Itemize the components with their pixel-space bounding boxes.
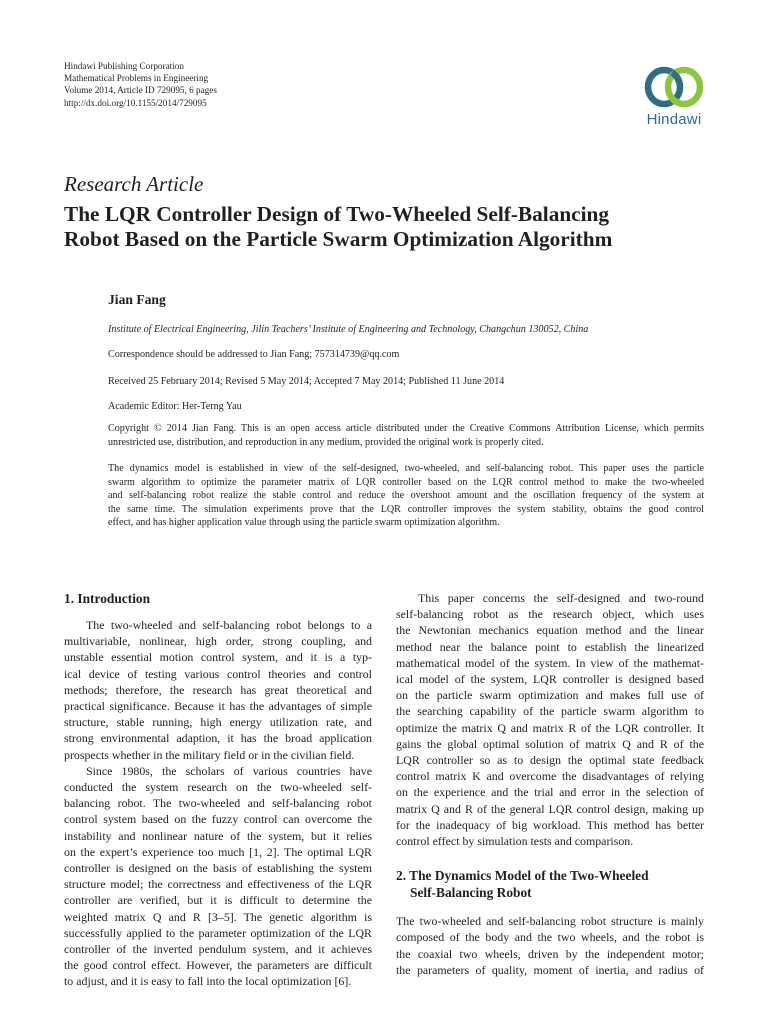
text-line: multivariable, nonlinear, high order, strong coupling, and	[64, 634, 372, 649]
abstract-line: the same time. The simulation experiments prove that the LQR controller improves the system stability, obtains the good control	[108, 503, 704, 515]
received-dates: Received 25 February 2014; Revised 5 May 2014; Accepted 7 May 2014; Published 11 June 2014	[108, 376, 505, 387]
text-line: the parameters of quality, moment of inertia, and radius of	[396, 962, 704, 977]
text-line: on the expert’s experience too much [1, 2]. The optimal LQR	[64, 844, 372, 859]
abstract-line: swarm algorithm to optimize the parameter matrix of LQR controller based on the LQR control method to make the two-wheeled	[108, 476, 704, 488]
abstract	[108, 462, 704, 530]
hindawi-logo	[634, 64, 714, 132]
right-column	[396, 590, 704, 978]
left-column	[64, 590, 372, 990]
text-line: ical device of testing various control theories and control	[64, 666, 372, 681]
intro-paragraph-3	[396, 590, 704, 849]
text-line: structure, stable running, high energy utilization rate, and	[64, 715, 372, 730]
paper-title	[64, 202, 724, 252]
doi-link[interactable]: http://dx.doi.org/10.1155/2014/729095	[64, 97, 207, 108]
text-line: to adjust, and it is easy to fall into the local optimization [6].	[64, 974, 352, 989]
text-line: unstable essential motion control system, and it is a typ-	[64, 650, 372, 665]
publisher-line: Hindawi Publishing Corporation	[64, 61, 184, 71]
text-line: mathematical model of the system. In view of the mathemat-	[396, 655, 704, 670]
text-line: This paper concerns the self-designed and two-round	[418, 591, 704, 605]
affiliation: Institute of Electrical Engineering, Jilin Teachers’ Institute of Engineering and Technology, Changchun 130052, China	[108, 324, 589, 335]
text-line: successfully applied to the parameter optimization of the LQR	[64, 925, 372, 940]
heading-line-1: 2. The Dynamics Model of the Two-Wheeled	[396, 868, 649, 884]
text-line: the searching capability of the particle swarm algorithm to	[396, 704, 704, 719]
text-line: The two-wheeled and self-balancing robot structure is mainly	[396, 914, 704, 929]
journal-name: Mathematical Problems in Engineering	[64, 73, 209, 84]
text-line: the good control effect. However, the parameters are difficult	[64, 958, 372, 973]
text-line: control system based on the fuzzy control can overcome the	[64, 812, 372, 827]
text-line: conducted the system research on the two-wheeled self-	[64, 780, 372, 795]
text-line: matrix Q and R of the general LQR control design, making up	[396, 801, 704, 816]
author-name: Jian Fang	[108, 292, 166, 307]
abstract-line: effect, and has higher application value through using the particle swarm optimization algorithm.	[108, 517, 500, 529]
dynamics-paragraph	[396, 913, 704, 978]
text-line: weighted matrix Q and R [3–5]. The genetic algorithm is	[64, 909, 372, 924]
correspondence: Correspondence should be addressed to Jian Fang; 757314739@qq.com	[108, 349, 400, 360]
hindawi-rings-icon	[642, 64, 706, 110]
text-line: on the experience and the trial and error in the selection of	[396, 785, 704, 800]
text-line: control matrix K and overcome the disadvantages of relying	[396, 769, 704, 784]
text-line: ical model of the system, LQR controller is designed based	[396, 672, 704, 687]
title-line-1: The LQR Controller Design of Two-Wheeled Self-Balancing	[64, 202, 610, 226]
section-heading-dynamics-model	[396, 867, 704, 901]
volume-line: Volume 2014, Article ID 729095, 6 pages	[64, 85, 217, 96]
text-line: composed of the body and the two wheels, and the robot is	[396, 930, 704, 945]
text-line: methods; therefore, the research has great theoretical and	[64, 682, 372, 697]
intro-paragraph-1	[64, 617, 372, 763]
abstract-line: and self-balancing robot realize the stable control and reduce the overshoot amount and the oscillation frequency of the system at	[108, 490, 704, 502]
text-line: self-balancing robot as the research object, which uses	[396, 607, 704, 622]
text-line: controller are verified, but it is difficult to determine the	[64, 893, 372, 908]
abstract-line: The dynamics model is established in view of the self-designed, two-wheeled, and self-balancing robot. This paper uses the particle	[108, 463, 704, 474]
text-line: control effect by simulation tests and comparison.	[396, 834, 634, 849]
intro-paragraph-2	[64, 763, 372, 990]
text-line: LQR controller so as to design the optimal state feedback	[396, 753, 704, 768]
heading-line-2: Self-Balancing Robot	[410, 885, 532, 901]
section-heading-introduction: 1. Introduction	[64, 591, 151, 606]
text-line: practical significance. Because it has the advantages of simple	[64, 699, 372, 714]
text-line: the coaxial two wheels, driven by the independent motor;	[396, 946, 704, 961]
text-line: method near the balance point to establish the linearized	[396, 639, 704, 654]
text-line: prospects whether in the military field or in the civilian field.	[64, 747, 355, 762]
text-line: structure model; the correctness and effectiveness of the LQR	[64, 877, 372, 892]
text-line: the Newtonian mechanics equation method and the linear	[396, 623, 704, 638]
text-line: Since 1980s, the scholars of various countries have	[86, 763, 372, 778]
text-line: controller is designed on the basis of establishing the system	[64, 861, 372, 876]
text-line: controller of the inverted pendulum system, and it achieves	[64, 942, 372, 957]
article-type: Research Article	[64, 172, 204, 196]
logo-wordmark: Hindawi	[646, 111, 702, 128]
text-line: for the inadequacy of big workload. This method has better	[396, 817, 704, 832]
text-line: instability and nonlinear nature of the system, but it relies	[64, 828, 372, 843]
text-line: on the particle swarm optimization and makes full use of	[396, 688, 704, 703]
text-line: gains the global optimal solution of matrix Q and R of the	[396, 736, 704, 751]
title-line-2: Robot Based on the Particle Swarm Optimization Algorithm	[64, 227, 613, 251]
copyright-notice: Copyright © 2014 Jian Fang. This is an open access article distributed under the Creative Commons Attribution License, which permits unrestricted use, distribution, and reproduction in any medium, provided the original work is properly cited.	[108, 423, 704, 448]
text-line: balancing robot. The two-wheeled and self-balancing robot	[64, 796, 372, 811]
academic-editor: Academic Editor: Her-Terng Yau	[108, 401, 242, 412]
text-line: The two-wheeled and self-balancing robot belongs to a	[86, 618, 372, 632]
journal-info	[64, 60, 217, 109]
text-line: strong environmental adaption, it has the broad application	[64, 731, 372, 746]
text-line: optimize the matrix Q and matrix R of the LQR controller. It	[396, 720, 704, 735]
